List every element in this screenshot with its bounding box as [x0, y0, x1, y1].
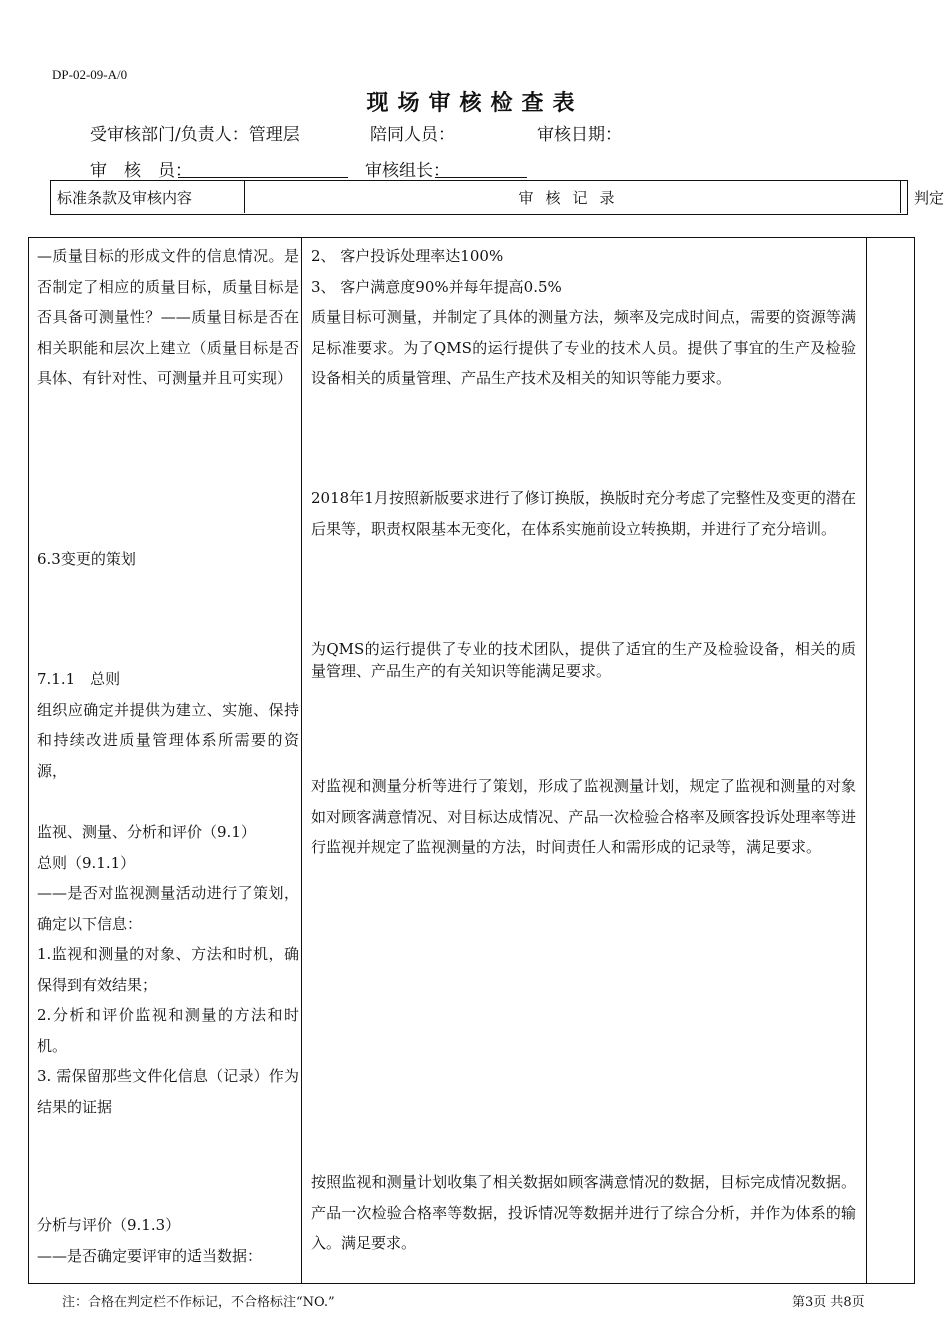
team-leader-underline	[435, 177, 527, 178]
team-leader-label: 审核组长：	[365, 161, 450, 181]
clause-monitoring-item-2: 2.分析和评价监视和测量的方法和时机。	[37, 1006, 299, 1055]
auditor-underline	[178, 177, 348, 178]
clause-change-planning: 6.3变更的策划	[37, 550, 136, 568]
record-resources: 为QMS的运行提供了专业的技术团队，提供了适宜的生产及检验设备，相关的质量管理、产品生产的有关知识等能满足要求。	[311, 640, 856, 680]
document-code: DP-02-09-A/0	[52, 67, 128, 82]
column-divider	[301, 238, 302, 1283]
clause-resources-text: 组织应确定并提供为建立、实施、保持和持续改进质量管理体系所需要的资源，	[37, 700, 299, 780]
record-quality-objectives	[311, 241, 856, 394]
clause-resources-title: 7.1.1 总则	[37, 670, 121, 688]
clause-monitoring-question: ——是否对监视测量活动进行了策划，确定以下信息：	[37, 884, 299, 933]
record-change-planning: 2018年1月按照新版要求进行了修订换版，换版时充分考虑了完整性及变更的潜在后果等，职责权限基本无变化，在体系实施前设立转换期，并进行了充分培训。	[311, 489, 856, 538]
clause-monitoring	[37, 817, 299, 1122]
clause-monitoring-item-1: 1.监视和测量的对象、方法和时机，确保得到有效结果；	[37, 945, 299, 994]
clause-analysis	[37, 1210, 299, 1271]
footer-note: 注：合格在判定栏不作标记，不合格标注“NO.”	[62, 1295, 335, 1310]
record-objectives-text: 质量目标可测量，并制定了具体的测量方法，频率及完成时间点，需要的资源等满足标准要求。为了QMS的运行提供了专业的技术人员。提供了事宜的生产及检验设备相关的质量管理、产品生产技术及相关的知识等能力要求。	[311, 308, 856, 387]
record-analysis: 按照监视和测量计划收集了相关数据如顾客满意情况的数据，目标完成情况数据。产品一次检验合格率等数据，投诉情况等数据并进行了综合分析，并作为体系的输入。满足要求。	[311, 1173, 856, 1252]
page-title: 现场审核检查表	[366, 90, 584, 116]
column-header-table	[50, 180, 944, 215]
audit-date-label: 审核日期：	[537, 125, 622, 145]
clause-resources	[37, 664, 299, 786]
header-clause-column: 标准条款及审核内容	[51, 181, 245, 213]
header-record-column: 审核记录	[245, 181, 901, 213]
record-monitoring: 对监视和测量分析等进行了策划，形成了监视测量计划，规定了监视和测量的对象如对顾客满意情况、对目标达成情况、产品一次检验合格率及顾客投诉处理率等进行监视并规定了监视测量的方法，时间责任人和需形成的记录等，满足要求。	[311, 777, 856, 856]
clause-analysis-title: 分析与评价（9.1.3）	[37, 1216, 181, 1234]
record-item-2: 2、 客户投诉处理率达100%	[311, 247, 504, 265]
accompanying-person-label: 陪同人员：	[370, 125, 455, 145]
checklist-table	[28, 237, 915, 1284]
auditor-label: 审 核 员：	[90, 161, 192, 181]
clause-monitoring-general: 总则（9.1.1）	[37, 853, 136, 872]
audited-department-label: 受审核部门/负责人：管理层	[90, 125, 300, 145]
clause-analysis-question: ——是否确定要评审的适当数据：	[37, 1246, 263, 1265]
clause-monitoring-title: 监视、测量、分析和评价（9.1）	[37, 823, 256, 841]
record-item-3: 3、 客户满意度90%并每年提高0.5%	[311, 277, 562, 296]
page-number: 第3页 共8页	[792, 1295, 865, 1310]
column-divider	[866, 238, 867, 1283]
header-judgement-column: 判定	[913, 188, 944, 207]
clause-monitoring-item-3: 3. 需保留那些文件化信息（记录）作为结果的证据	[37, 1067, 299, 1116]
clause-quality-objectives: —质量目标的形成文件的信息情况。是否制定了相应的质量目标，质量目标是否具备可测量性？——质量目标是否在相关职能和层次上建立（质量目标是否具体、有针对性、可测量并且可实现）	[37, 247, 299, 387]
